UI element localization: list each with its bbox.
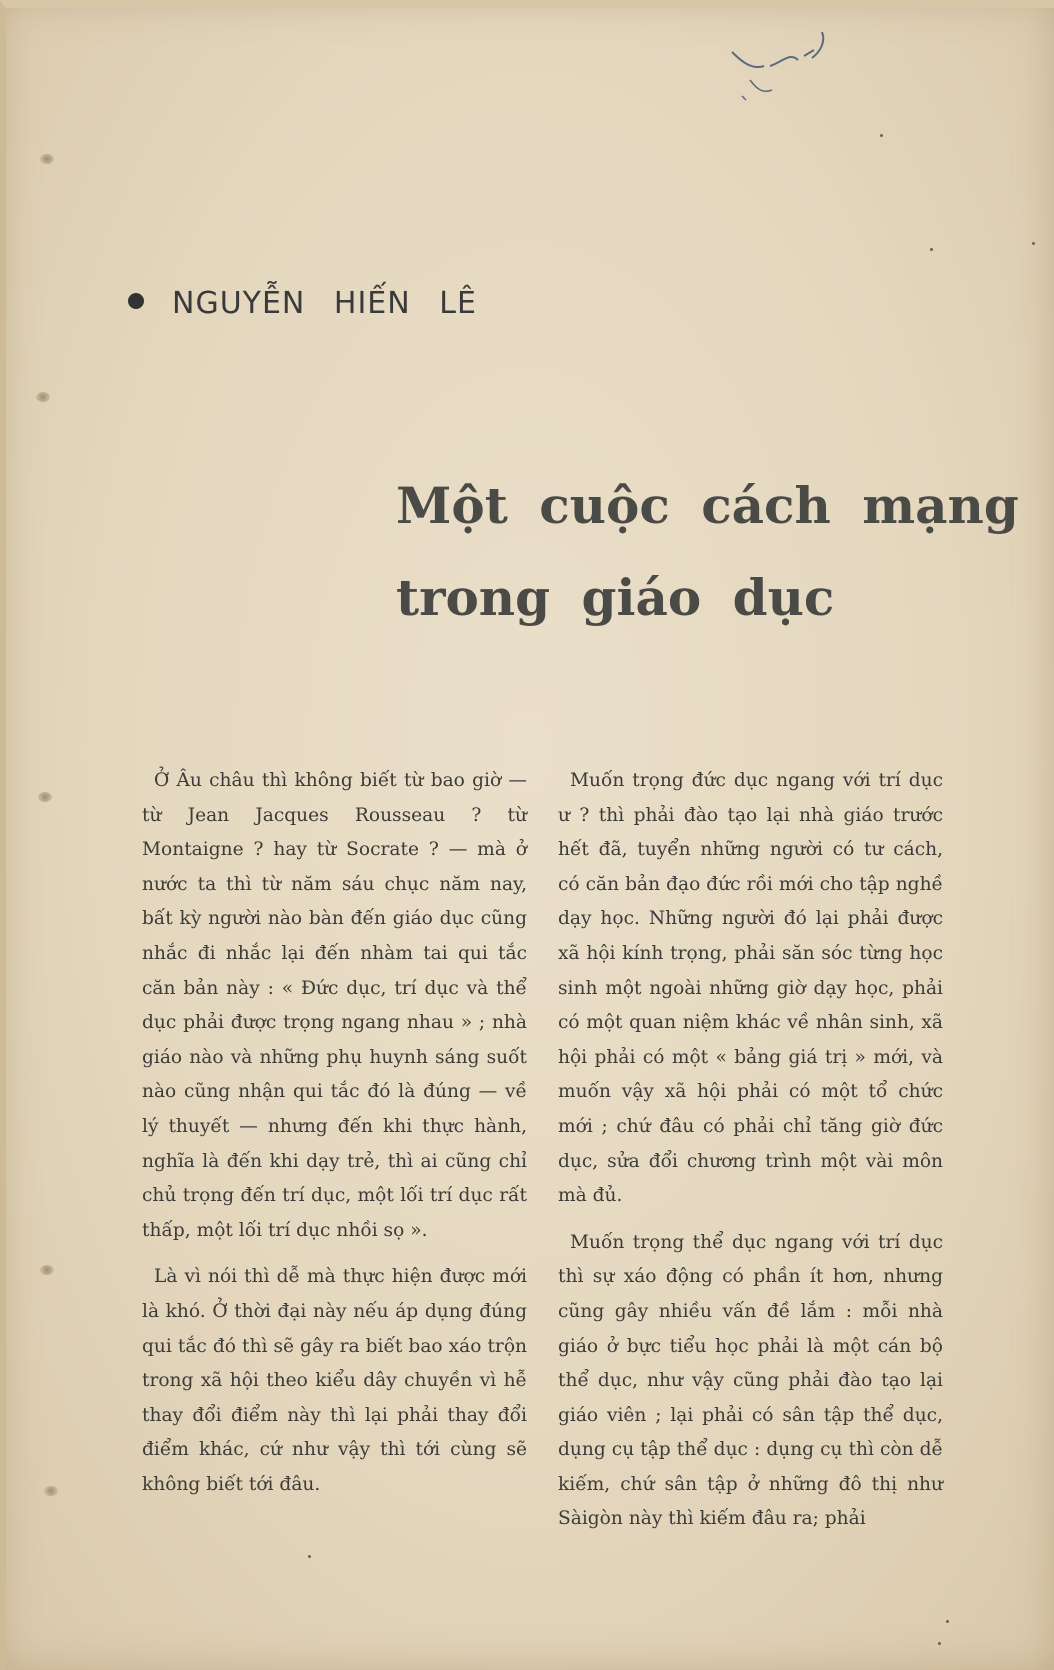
title-line: Một cuộc cách mạng: [396, 476, 1019, 535]
bullet-icon: [128, 293, 144, 309]
paper-speck: [880, 134, 883, 137]
paper-speck: [930, 248, 933, 251]
paper-speck: [938, 1642, 941, 1645]
left-column: [142, 764, 527, 1514]
binding-hole: [38, 792, 52, 802]
author-byline: [128, 286, 477, 321]
paragraph: Là vì nói thì dễ mà thực hiện được mới là khó. Ở thời đại này nếu áp dụng đúng qui tắc đó thì sẽ gây ra biết bao xáo trộn trong xã hội theo kiểu dây chuyền vì hễ thay đổi điểm này thì lại phải thay đổi điểm khác, cứ như vậy thì tới cùng sẽ không biết tới đâu.: [142, 1266, 527, 1495]
binding-hole: [40, 154, 54, 164]
handwritten-mark: [722, 22, 852, 102]
paragraph: Ở Âu châu thì không biết từ bao giờ — từ Jean Jacques Rousseau ? từ Montaigne ? hay từ Socrate ? — mà ở nước ta thì từ năm sáu chục năm nay, bất kỳ người nào bàn đến giáo dục cũng nhắc đi nhắc lại đến nhàm tai qui tắc căn bản này : « Đức dục, trí dục và thể dục phải được trọng ngang nhau » ; nhà giáo nào và những phụ huynh sáng suốt nào cũng nhận qui tắc đó là đúng — về lý thuyết — nhưng đến khi thực hành, nghĩa là đến khi dạy trẻ, thì ai cũng chỉ chủ trọng đến trí dục, một lối trí dục rất thấp, một lối trí dục nhồi sọ ».: [142, 770, 527, 1241]
paragraph: Muốn trọng đức dục ngang với trí dục ư ? thì phải đào tạo lại nhà giáo trước hết đã, tuyển những người có tư cách, có căn bản đạo đức rồi mới cho tập nghề dạy học. Những người đó lại phải được xã hội kính trọng, phải săn sóc từng học sinh một ngoài những giờ dạy học, phải có một quan niệm khác về nhân sinh, xã hội phải có một « bảng giá trị » mới, và muốn vậy xã hội phải có một tổ chức mới ; chứ đâu có phải chỉ tăng giờ đức dục, sửa đổi chương trình một vài môn mà đủ.: [558, 770, 943, 1207]
paper-speck: [308, 1555, 311, 1558]
binding-hole: [44, 1486, 58, 1496]
article-title: [396, 460, 1019, 644]
paragraph: Muốn trọng thể dục ngang với trí dục thì sự xáo động có phần ít hơn, nhưng cũng gây nhiều vấn đề lắm : mỗi nhà giáo ở bực tiểu học phải là một cán bộ thể dục, như vậy cũng phải đào tạo lại giáo viên ; lại phải có sân tập thể dục, dụng cụ tập thể dục : dụng cụ thì còn dễ kiếm, chứ sân tập ở những đô thị như Sàigòn này thì kiếm đâu ra; phải: [558, 1231, 943, 1530]
author-name: NGUYỄN HIẾN LÊ: [172, 286, 477, 321]
title-line: trong giáo dục: [396, 568, 835, 627]
paper-speck: [1032, 242, 1035, 245]
binding-hole: [36, 392, 50, 402]
paper-speck: [946, 1620, 949, 1623]
right-column: [558, 764, 943, 1549]
binding-hole: [40, 1265, 54, 1275]
